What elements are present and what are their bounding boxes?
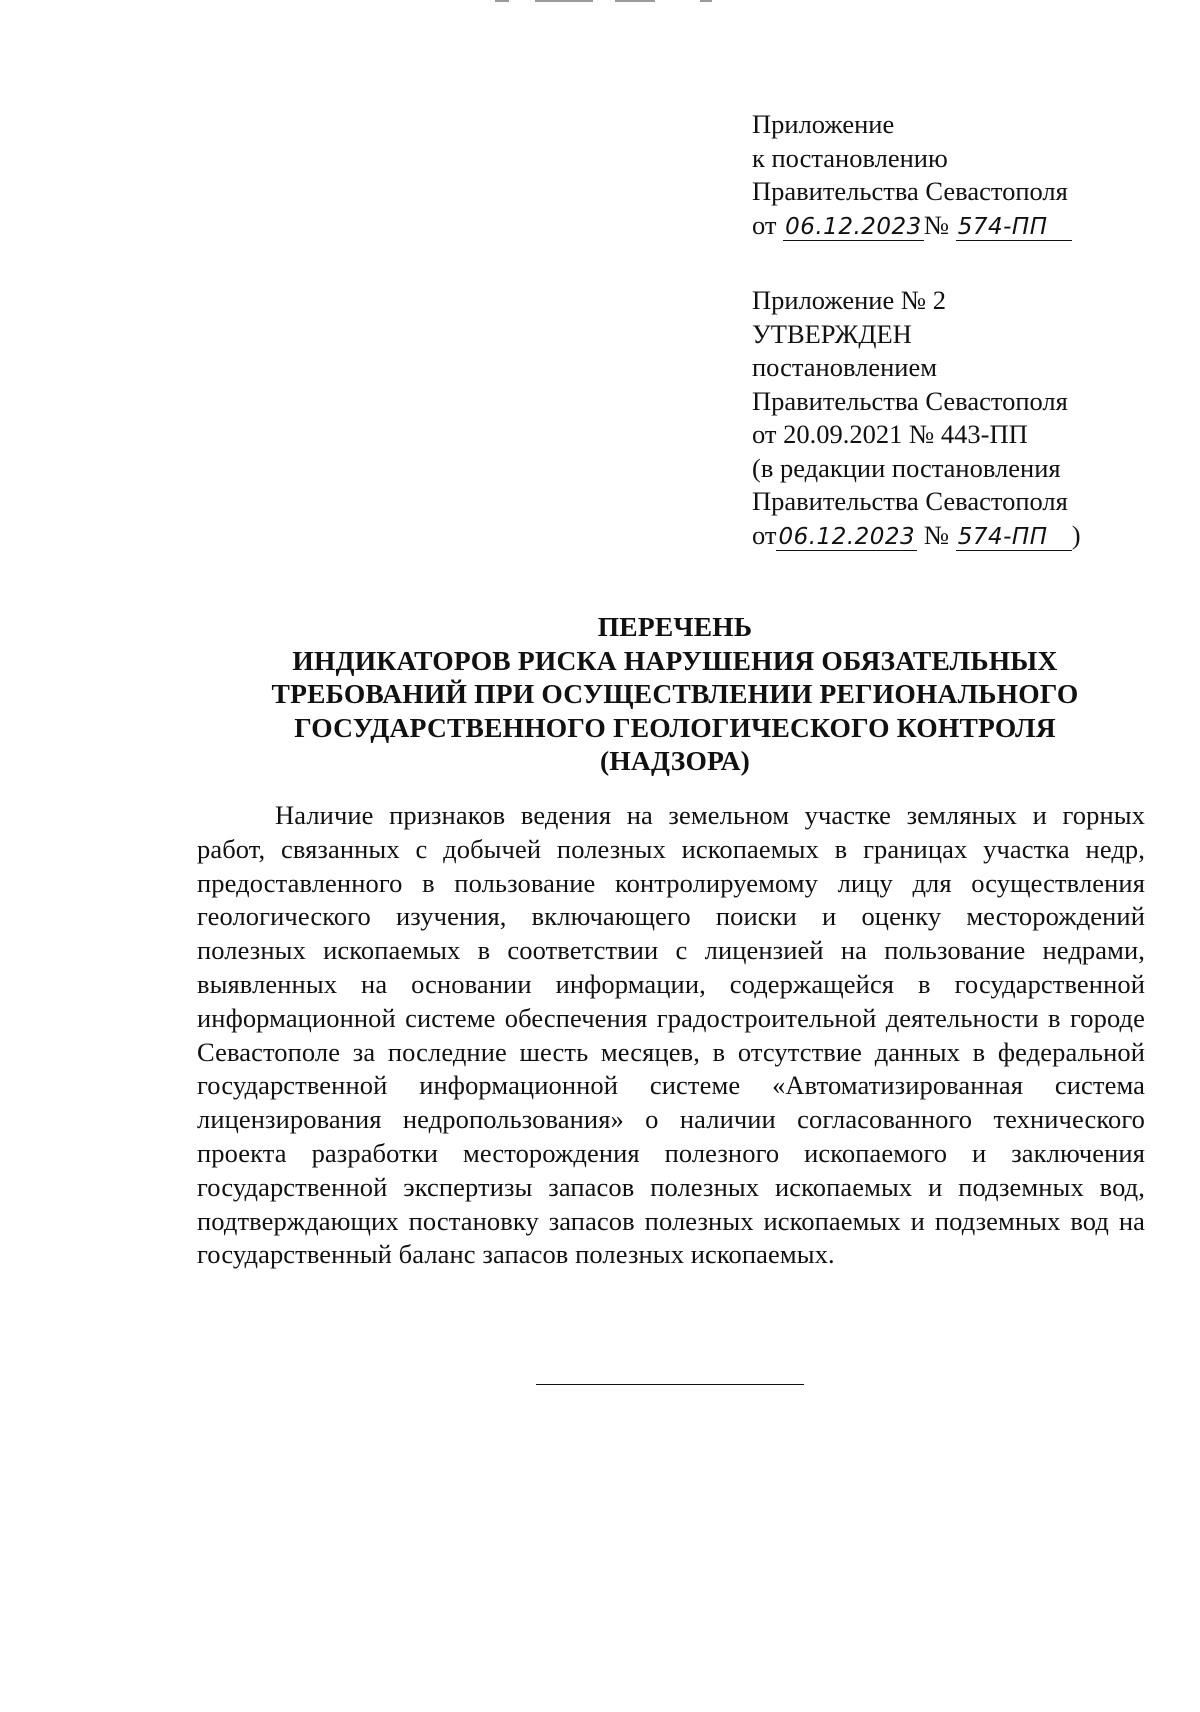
- title-line-3: ТРЕБОВАНИЙ ПРИ ОСУЩЕСТВЛЕНИИ РЕГИОНАЛЬНОГО: [271, 678, 1079, 709]
- appendix-title: Приложение: [752, 109, 895, 139]
- closing-paren: ): [1071, 519, 1081, 550]
- end-divider: [536, 1384, 804, 1385]
- appendix-date-line: [752, 209, 1182, 243]
- appendix2-title: Приложение № 2: [752, 285, 947, 315]
- handwritten-number: 574-ПП: [956, 524, 1072, 551]
- appendix2-government-2: Правительства Севастополя: [752, 486, 1068, 516]
- number-sign: №: [917, 519, 956, 550]
- appendix2-resolution: постановлением: [752, 352, 937, 382]
- handwritten-date: 06.12.2023: [785, 213, 922, 240]
- title-line-5: (НАДЗОРА): [599, 745, 750, 776]
- title-line-4: ГОСУДАРСТВЕННОГО ГЕОЛОГИЧЕСКОГО КОНТРОЛЯ: [294, 711, 1056, 743]
- body-paragraph-text: Наличие признаков ведения на земельном участке земляных и горных работ, связанных с добычей полезных ископаемых в границах участка недр, предоставленного в пользование контролируемому лицу для осуществления геологического изучения, включающего поиски и оценку месторождений полезных ископаемых в соответствии с лицензией на пользование недрами, выявленных на основании информации, содержащейся в государственной информационной системе обеспечения градостроительной деятельности в городе Севастополе за последние шесть месяцев, в отсутствие данных в федеральной государственной информационной системе «Автоматизированная система лицензирования недропользования» о наличии согласованного технического проекта разработки месторождения полезного ископаемого и заключения государственной экспертизы запасов полезных ископаемых и подземных вод, подтверждающих постановку запасов полезных ископаемых и подземных вод на государственный баланс запасов полезных ископаемых.: [197, 800, 1145, 1270]
- date-prefix: от: [752, 209, 784, 240]
- appendix-to-resolution: к постановлению: [752, 142, 948, 173]
- handwritten-date: 06.12.2023: [778, 523, 916, 550]
- scan-artifact: [495, 0, 725, 4]
- title-line-2: ИНДИКАТОРОВ РИСКА НАРУШЕНИЯ ОБЯЗАТЕЛЬНЫХ: [292, 644, 1058, 676]
- appendix2-approved: УТВЕРЖДЕН: [752, 318, 912, 349]
- title-line-1: ПЕРЕЧЕНЬ: [597, 611, 753, 642]
- appendix2-government: Правительства Севастополя: [752, 385, 1068, 416]
- appendix2-date-line: [752, 519, 1182, 553]
- appendix-government: Правительства Севастополя: [752, 176, 1068, 206]
- appendix2-original-date: от 20.09.2021 № 443-ПП: [752, 419, 1028, 449]
- appendix2-revision: (в редакции постановления: [752, 452, 1061, 483]
- appendix-header: [752, 108, 1182, 552]
- body-paragraph: [197, 799, 1145, 1272]
- document-title: [150, 610, 1200, 778]
- date-prefix: от: [752, 519, 777, 550]
- number-sign: №: [923, 209, 956, 240]
- handwritten-number: 574-ПП: [956, 214, 1072, 241]
